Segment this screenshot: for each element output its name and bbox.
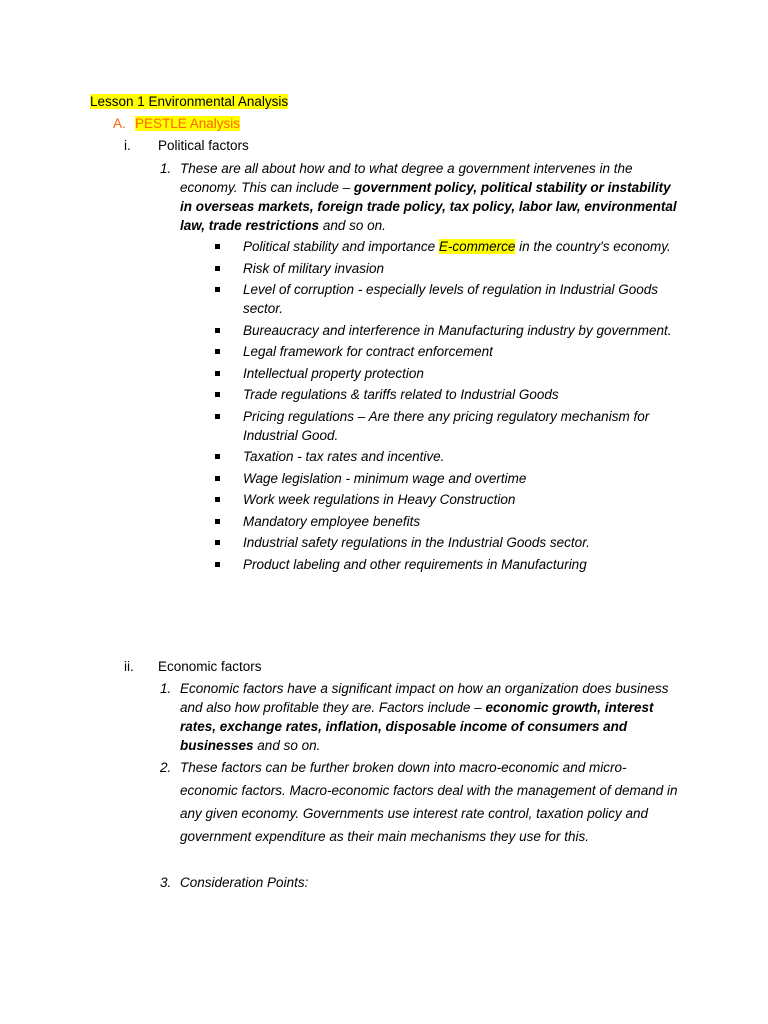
list-item: Level of corruption - especially levels of regulation in Industrial Goods sector.: [212, 280, 682, 318]
economic-item-2-text: These factors can be further broken down into macro-economic and micro-economic factors. Macro-economic factors deal with the management of demand in any given economy. Governments use interest rate control, taxation policy and government expenditure as their main mechanisms they use for this.: [180, 760, 678, 844]
bullet-square-icon: [215, 562, 220, 567]
bullet-square-icon: [215, 414, 220, 419]
list-item: Risk of military invasion: [212, 259, 682, 278]
bullet-square-icon: [215, 371, 220, 376]
political-item-1-text: These are all about how and to what degree a government intervenes in the economy. This can include – government policy, political stability or instability in overseas markets, foreign trade policy, tax policy, labor law, environmental law, trade restrictions and so on.: [180, 161, 677, 233]
economic-heading: [124, 659, 262, 674]
economic-numeral: ii.: [124, 659, 134, 674]
bullet-square-icon: [215, 349, 220, 354]
section-a-text: PESTLE Analysis: [135, 116, 241, 131]
economic-item-1-text: Economic factors have a significant impact on how an organization does business and also how profitable they are. Factors include – economic growth, interest rates, exchange rates, inflation, disposable income of consumers and businesses and so on.: [180, 681, 669, 753]
list-item: Mandatory employee benefits: [212, 512, 682, 531]
economic-item-2-number: 2.: [160, 760, 172, 775]
economic-heading-text: Economic factors: [158, 659, 262, 674]
economic-item-1-number: 1.: [160, 681, 172, 696]
economic-item-3-number: 3.: [160, 875, 172, 890]
economic-item-3-text: Consideration Points:: [180, 875, 309, 890]
lesson-title-text: Lesson 1 Environmental Analysis: [90, 94, 289, 109]
ecommerce-highlight: E-commerce: [438, 239, 516, 254]
bullet-square-icon: [215, 266, 220, 271]
section-a-label: A.: [113, 116, 126, 131]
economic-item-1: [160, 679, 680, 755]
political-numeral: i.: [124, 138, 131, 153]
list-item: Wage legislation - minimum wage and overtime: [212, 469, 682, 488]
list-item: Political stability and importance E-commerce in the country's economy.: [212, 237, 682, 256]
bullet-square-icon: [215, 540, 220, 545]
bullet-square-icon: [215, 454, 220, 459]
lesson-title: [90, 94, 288, 109]
bullet-square-icon: [215, 328, 220, 333]
political-item-1: [160, 159, 680, 235]
list-item: Industrial safety regulations in the Industrial Goods sector.: [212, 533, 682, 552]
list-item: Taxation - tax rates and incentive.: [212, 447, 682, 466]
bullet-square-icon: [215, 497, 220, 502]
bullet-square-icon: [215, 244, 220, 249]
political-item-1-bold: government policy, political stability or instability in overseas markets, foreign trade policy, tax policy, labor law, environmental law, trade restrictions: [180, 180, 677, 233]
economic-item-1-bold: economic growth, interest rates, exchange rates, inflation, disposable income of consumers and businesses: [180, 700, 654, 753]
political-heading-text: Political factors: [158, 138, 249, 153]
list-item: Product labeling and other requirements in Manufacturing: [212, 555, 682, 574]
list-item: Pricing regulations – Are there any pricing regulatory mechanism for Industrial Good.: [212, 407, 682, 445]
list-item: Legal framework for contract enforcement: [212, 342, 682, 361]
bullet-square-icon: [215, 287, 220, 292]
political-item-1-number: 1.: [160, 161, 172, 176]
list-item: Trade regulations & tariffs related to Industrial Goods: [212, 385, 682, 404]
political-bullet-list: [212, 237, 682, 576]
list-item: Intellectual property protection: [212, 364, 682, 383]
economic-item-2: [160, 756, 680, 848]
economic-item-3: [160, 873, 680, 892]
section-a-heading: [113, 116, 240, 131]
bullet-square-icon: [215, 392, 220, 397]
list-item: Work week regulations in Heavy Construction: [212, 490, 682, 509]
bullet-square-icon: [215, 519, 220, 524]
bullet-square-icon: [215, 476, 220, 481]
political-heading: [124, 138, 249, 153]
list-item: Bureaucracy and interference in Manufacturing industry by government.: [212, 321, 682, 340]
